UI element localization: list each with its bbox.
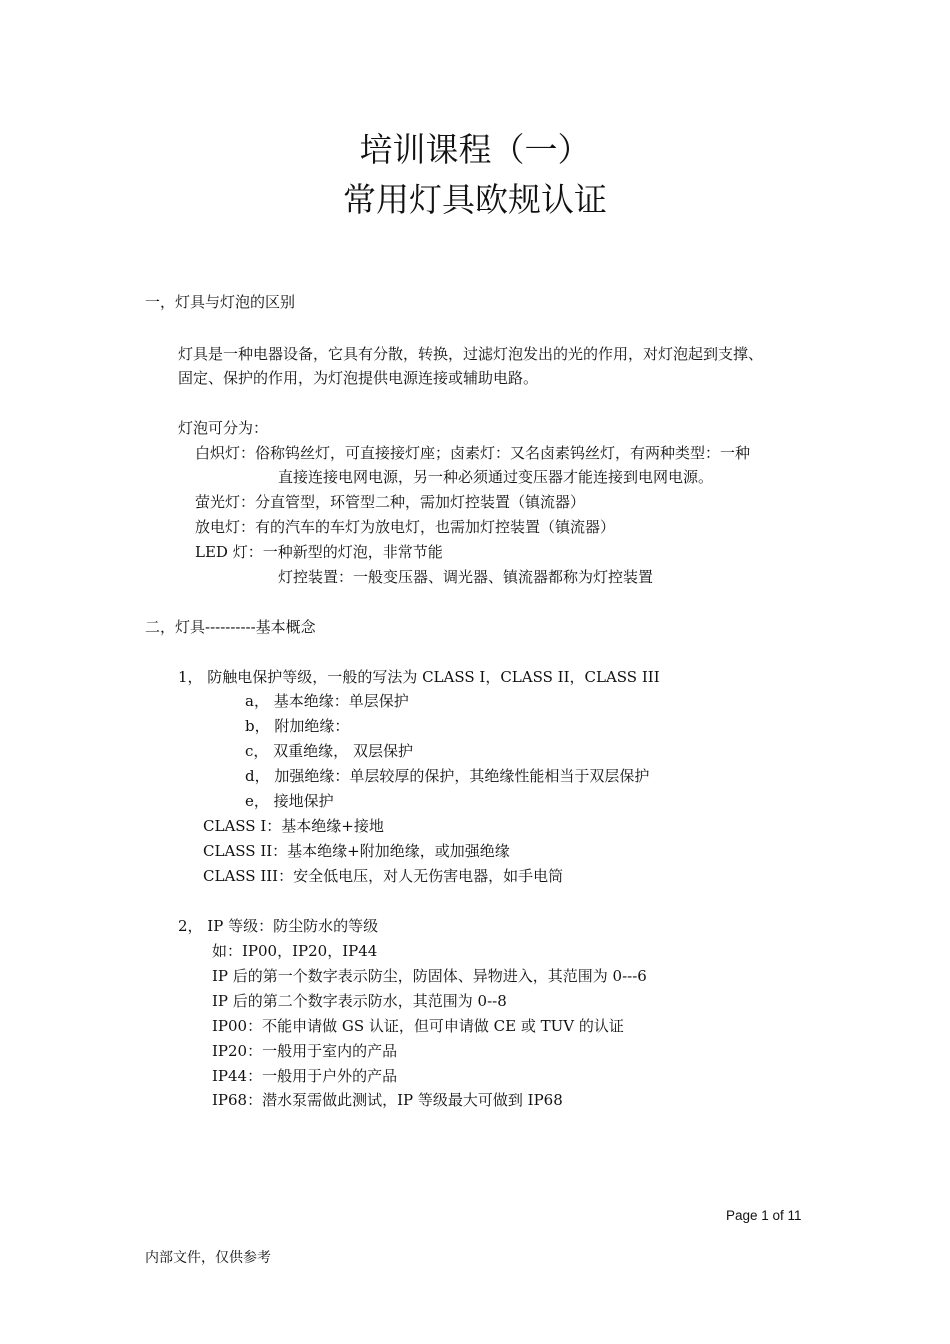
- item-1-sub-c: c， 双重绝缘， 双层保护: [245, 742, 413, 760]
- title-line-2: 常用灯具欧规认证: [343, 180, 607, 219]
- ip-first-digit-line: IP 后的第一个数字表示防尘，防固体、异物进入，其范围为 0---6: [212, 967, 647, 985]
- ip00-line: IP00：不能申请做 GS 认证，但可申请做 CE 或 TUV 的认证: [212, 1017, 624, 1035]
- led-line: LED 灯：一种新型的灯泡，非常节能: [195, 543, 443, 561]
- footer-note: 内部文件，仅供参考: [145, 1250, 271, 1266]
- item-1-sub-b: b， 附加绝缘：: [245, 717, 350, 735]
- item-1-sub-d: d， 加强绝缘：单层较厚的保护，其绝缘性能相当于双层保护: [245, 767, 650, 785]
- title-line-1: 培训课程（一）: [359, 130, 591, 169]
- section-2-heading: 二，灯具----------基本概念: [145, 618, 316, 636]
- page-number: Page 1 of 11: [726, 1208, 802, 1223]
- bulb-types-intro: 灯泡可分为：: [178, 419, 269, 437]
- class-i-line: CLASS I：基本绝缘+接地: [203, 817, 384, 835]
- item-2-heading: 2， IP 等级：防尘防水的等级: [178, 917, 379, 935]
- incandescent-line-2: 直接连接电网电源，另一种必须通过变压器才能连接到电网电源。: [278, 468, 714, 486]
- section-1-paragraph-line-2: 固定、保护的作用，为灯泡提供电源连接或辅助电路。: [178, 369, 539, 387]
- ip68-line: IP68：潜水泵需做此测试，IP 等级最大可做到 IP68: [212, 1091, 563, 1109]
- section-1-heading: 一，灯具与灯泡的区别: [145, 293, 296, 311]
- item-1-sub-a: a， 基本绝缘：单层保护: [245, 692, 409, 710]
- incandescent-line-1: 白炽灯：俗称钨丝灯，可直接接灯座；卤素灯：又名卤素钨丝灯，有两种类型：一种: [195, 444, 751, 462]
- discharge-line: 放电灯：有的汽车的车灯为放电灯，也需加灯控装置（镇流器）: [195, 518, 616, 536]
- ip-examples-line: 如：IP00，IP20，IP44: [212, 942, 378, 960]
- section-1-paragraph-line-1: 灯具是一种电器设备，它具有分散，转换，过滤灯泡发出的光的作用，对灯泡起到支撑、: [178, 345, 764, 363]
- item-1-sub-e: e， 接地保护: [245, 792, 334, 810]
- ip20-line: IP20：一般用于室内的产品: [212, 1042, 398, 1060]
- class-ii-line: CLASS II：基本绝缘+附加绝缘，或加强绝缘: [203, 842, 510, 860]
- class-iii-line: CLASS III：安全低电压，对人无伤害电器，如手电筒: [203, 867, 564, 885]
- control-gear-line: 灯控装置：一般变压器、调光器、镇流器都称为灯控装置: [278, 568, 654, 586]
- ip44-line: IP44：一般用于户外的产品: [212, 1067, 398, 1085]
- fluorescent-line: 萤光灯：分直管型，环管型二种，需加灯控装置（镇流器）: [195, 493, 586, 511]
- ip-second-digit-line: IP 后的第二个数字表示防水，其范围为 0--8: [212, 992, 507, 1010]
- item-1-heading: 1， 防触电保护等级，一般的写法为 CLASS I，CLASS II，CLASS III: [178, 668, 660, 686]
